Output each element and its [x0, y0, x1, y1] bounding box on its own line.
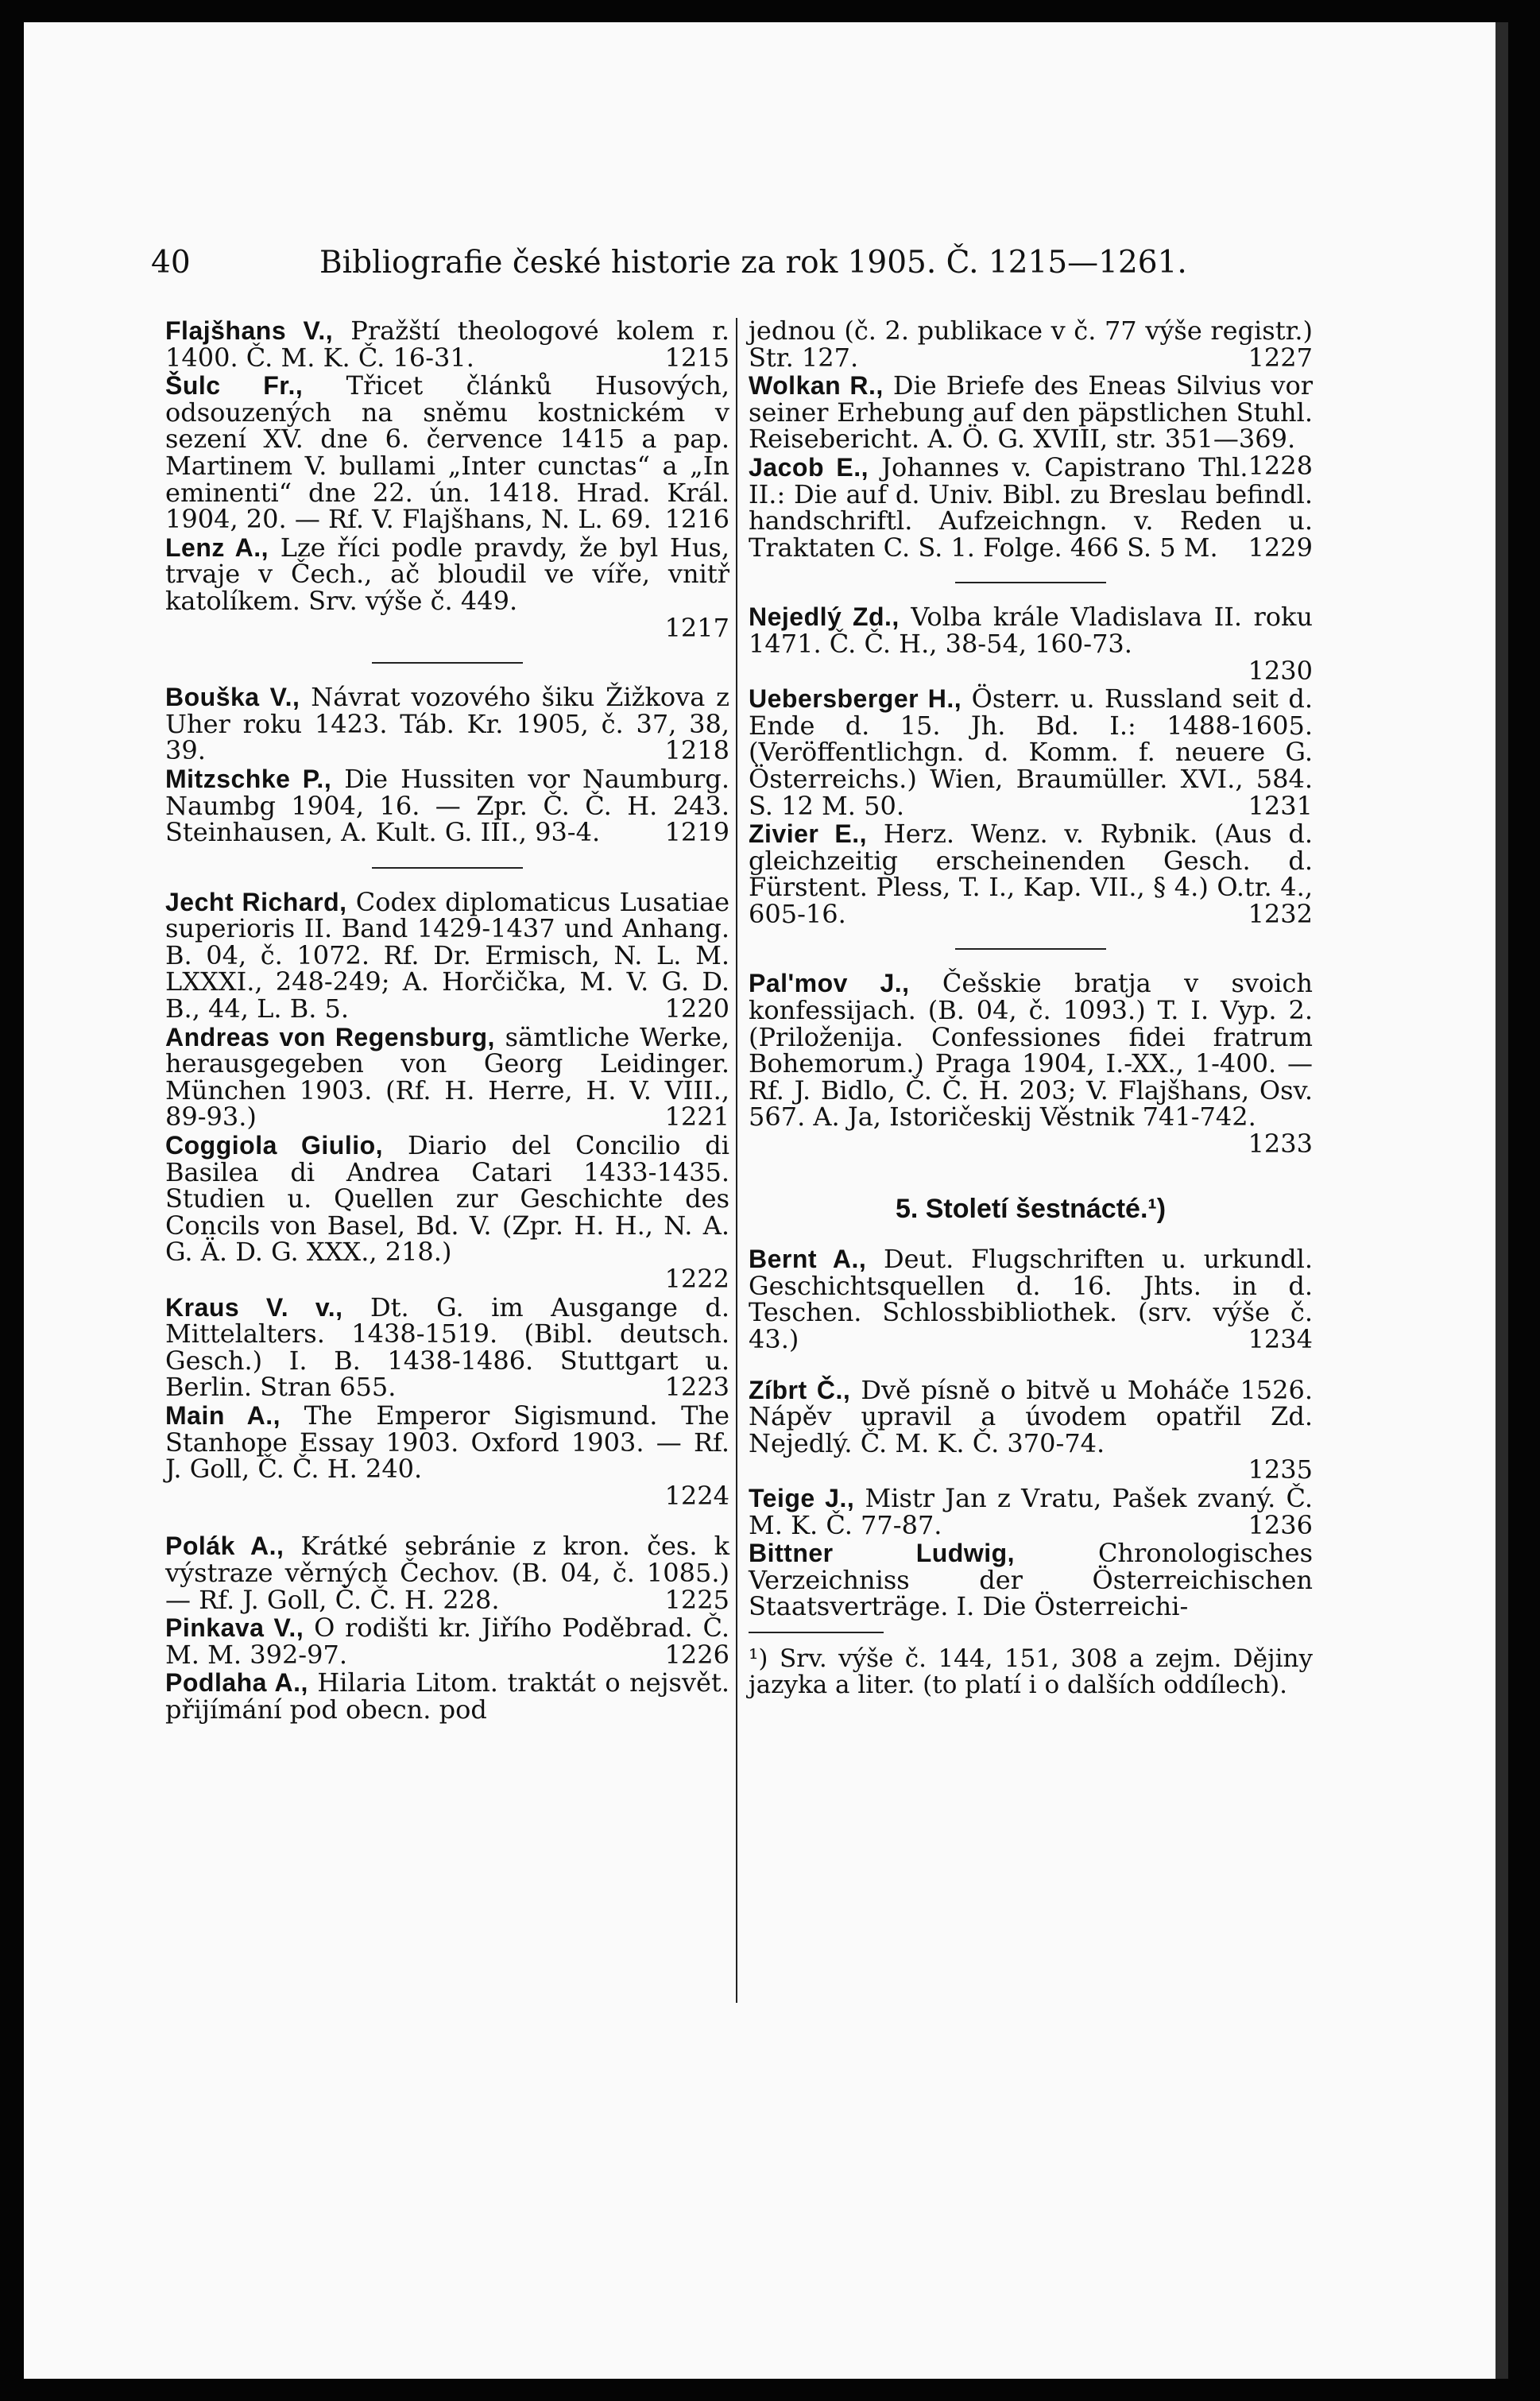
entry-number: 1225	[664, 1584, 729, 1615]
entry-text: sämtliche Werke, herausgegeben von Georg Leidinger. München 1903. (Rf. H. Herre, H. V. VIII., 89-93.)	[165, 1021, 730, 1133]
entry-1232	[749, 821, 1313, 927]
entry-number: 1234	[1248, 1324, 1313, 1354]
entry-number: 1228	[1248, 450, 1313, 481]
entry-author: Zíbrt Č.,	[749, 1375, 851, 1404]
right-column	[749, 318, 1313, 1698]
entry-text: O rodišti kr. Jiřího Poděbrad. Č. M. M. 392-97.	[165, 1613, 730, 1670]
footnote-rule	[749, 1632, 884, 1633]
entry-author: Jacob E.,	[749, 452, 869, 482]
entry-text: Volba krále Vladislava II. roku 1471. Č. Č. H., 38-54, 160-73.	[749, 602, 1314, 659]
entry-1226	[165, 1615, 729, 1668]
section-heading: 5. Století šestnácté.¹)	[895, 1193, 1167, 1224]
entry-number: 1231	[1248, 790, 1313, 821]
entry-author: Lenz A.,	[165, 532, 269, 562]
separator-rule	[955, 948, 1106, 950]
entry-text: Diario del Concilio di Basilea di Andrea Catari 1433-1435. Studien u. Quellen zur Geschichte des Concils von Basel, Bd. V. (Zpr. H. H., N. A. G. Ä. D. G. XXX., 218.)	[165, 1130, 730, 1268]
entry-text: Krátké sebránie z kron. čes. k výstraze věrných Čechov. (B. 04, č. 1085.) — Rf. J. Goll, Č. Č. H. 228.	[165, 1531, 730, 1615]
entry-number: 1232	[1248, 898, 1313, 929]
entry-number: 1227	[1248, 342, 1313, 373]
entry-1223	[165, 1292, 730, 1403]
entry-author: Mitzschke P.,	[165, 764, 332, 793]
entry-text: Die Hussiten vor Naumburg. Naumbg 1904, 16. — Zpr. Č. Č. H. 243. Steinhausen, A. Kult. G. III., 93-4.	[165, 763, 730, 848]
column-divider	[736, 318, 737, 2003]
entry-number: 1223	[664, 1372, 729, 1403]
entry-text: Dvě písně o bitvě u Moháče 1526. Nápěv upravil a úvodem opatřil Zd. Nejedlý. Č. M. K. Č. 370-74.	[749, 1374, 1314, 1458]
entry-1235	[749, 1374, 1314, 1485]
entry-author: Pinkava V.,	[165, 1613, 304, 1643]
entry-text: Chronologisches Verzeichniss der Österreichischen Staatsverträge. I. Die Österreichi-	[749, 1538, 1313, 1622]
entry-text: The Emperor Sigismund. The Stanhope Essay 1903. Oxford 1903. — Rf. J. Goll, Č. Č. H. 240.	[165, 1400, 730, 1485]
entry-text: Johannes v. Capistrano Thl. II.: Die auf d. Univ. Bibl. zu Breslau befindl. handschriftl. Aufzeichngn. v. Reden u. Traktaten C. S. 1. Folge. 466 S. 5 M.	[749, 451, 1313, 563]
entry-author: Polák A.,	[165, 1532, 284, 1561]
entry-1222	[165, 1130, 730, 1294]
entry-text: Dt. G. im Ausgange d. Mittelalters. 1438-1519. (Bibl. deutsch. Gesch.) I. B. 1438-1486. Stuttgart u. Berlin. Stran 655.	[165, 1292, 730, 1403]
entry-author: Šulc Fr.,	[165, 371, 304, 401]
entry-number: 1236	[1248, 1509, 1313, 1540]
entry-1234	[749, 1246, 1313, 1353]
entry-number: 1233	[1248, 1129, 1313, 1160]
entry-text: Třicet článků Husových, odsouzených na sněmu kostnickém v sezení XV. dne 6. července 1415 a pap. Martinem V. bullami „Inter cunctas“ a „In eminenti“ dne 22. ún. 1418. Hrad. Král. 1904, 20. — Rf. V. Flajšhans, N. L. 69.	[165, 370, 729, 535]
separator-rule	[955, 582, 1106, 583]
separator-rule	[372, 867, 523, 869]
entry-author: Wolkan R.,	[749, 371, 884, 401]
entry-author: Bittner Ludwig,	[749, 1539, 1016, 1568]
entry-number: 1222	[664, 1264, 729, 1294]
entry-number: 1215	[664, 342, 729, 373]
entry-author: Podlaha A.,	[165, 1668, 308, 1698]
entry-1224	[165, 1400, 730, 1511]
entry-1227	[749, 318, 1313, 371]
entry-text: Hilaria Litom. traktát o nejsvět. přijímání pod obecn. pod	[165, 1667, 730, 1725]
entry-author: Pal'mov J.,	[749, 969, 910, 998]
entry-1233	[749, 968, 1314, 1160]
entry-text: Pražští theologové kolem r. 1400. Č. M. K. Č. 16-31.	[165, 316, 730, 373]
entry-1230	[749, 604, 1313, 684]
entry-number: 1224	[664, 1480, 729, 1511]
entry-1225	[165, 1533, 729, 1613]
entry-author: Bernt A.,	[749, 1245, 867, 1274]
entry-author: Andreas von Regensburg,	[165, 1022, 495, 1051]
entry-1218	[165, 684, 729, 765]
entry-text: Herz. Wenz. v. Rybnik. (Aus d. gleichzeitig erscheinenden Gesch. d. Fürstent. Pless, T. I., Kap. VII., § 4.) O.tr. 4., 605-16.	[749, 819, 1314, 929]
entry-number: 1226	[664, 1639, 729, 1670]
entry-author: Uebersberger H.,	[749, 684, 962, 714]
entry-author: Teige J.,	[749, 1483, 855, 1512]
entry-author: Zivier E.,	[749, 819, 868, 849]
entry-number: 1230	[1248, 655, 1313, 686]
entry-1217	[165, 532, 730, 643]
entry-text: Deut. Flugschriften u. urkundl. Geschichtsquellen d. 16. Jhts. in d. Teschen. Schlossbibliothek. (srv. výše č. 43.)	[749, 1244, 1313, 1354]
entry-1236	[749, 1482, 1314, 1540]
entry-number: 1216	[664, 504, 729, 535]
entry-number: 1221	[664, 1102, 729, 1133]
entry-number: 1219	[664, 817, 729, 848]
left-column	[165, 318, 729, 1725]
entry-1215	[165, 318, 729, 371]
running-title: Bibliografie české historie za rok 1905. Č. 1215—1261.	[319, 245, 1187, 281]
entry-1220	[165, 886, 730, 1024]
entry-text: Österr. u. Russland seit d. Ende d. 15. Jh. Bd. I.: 1488-1605. (Veröffentlichgn. d. Komm. f. neuere G. Österreichs.) Wien, Braumüller. XVI., 584. S. 12 M. 50.	[749, 684, 1314, 821]
entry-author: Bouška V.,	[165, 683, 300, 712]
entry-text: Lze říci podle pravdy, že byl Hus, trvaje v Čech., ač bloudil ve víře, vnitř katolíkem. Srv. výše č. 449.	[165, 532, 730, 616]
entry-1221	[165, 1021, 730, 1133]
entry-1229	[749, 450, 1313, 563]
entry-text: Die Briefe des Eneas Silvius vor seiner Erhebung auf den päpstlichen Stuhl. Reisebericht. A. Ö. G. XVIII, str. 351—369.	[749, 370, 1314, 455]
footnote: ¹) Srv. výše č. 144, 151, 308 a zejm. Dějiny jazyka a liter. (to platí i o dalších oddílech).	[749, 1644, 1313, 1699]
entry-author: Kraus V. v.,	[165, 1292, 343, 1322]
entry-author: Jecht Richard,	[165, 887, 347, 916]
entry-podlaha	[165, 1667, 730, 1725]
entry-text: Mistr Jan z Vratu, Pašek zvaný. Č. M. K. Č. 77-87.	[749, 1482, 1314, 1540]
entry-author: Main A.,	[165, 1400, 281, 1430]
entry-number: 1235	[1248, 1454, 1313, 1485]
entry-number: 1220	[664, 993, 729, 1024]
entry-text: jednou (č. 2. publikace v č. 77 výše registr.) Str. 127.	[749, 316, 1313, 373]
page-number: 40	[151, 245, 191, 281]
entry-bittner	[749, 1540, 1313, 1621]
entry-author: Flajšhans V.,	[165, 316, 334, 345]
entry-text: Codex diplomaticus Lusatiae superioris II. Band 1429-1437 und Anhang. B. 04, č. 1072. Rf. Dr. Ermisch, N. L. M. LXXXI., 248-249; A. Horčička, M. V. G. D. B., 44, L. B. 5.	[165, 886, 730, 1024]
page-edge	[1496, 22, 1508, 2379]
separator-rule	[372, 662, 523, 664]
entry-author: Nejedlý Zd.,	[749, 602, 900, 632]
entry-number: 1217	[664, 612, 729, 643]
entry-author: Coggiola Giulio,	[165, 1131, 384, 1160]
entry-number: 1218	[664, 735, 729, 766]
entry-1231	[749, 686, 1313, 819]
entry-text: Návrat vozového šiku Žižkova z Uher roku 1423. Táb. Kr. 1905, č. 37, 38, 39.	[165, 682, 730, 766]
entry-1216	[165, 370, 729, 535]
entry-1219	[165, 763, 730, 848]
entry-text: Češskie bratja v svoich konfessijach. (B. 04, č. 1093.) T. I. Vyp. 2. (Priloženija. Confessiones fidei fratrum Bohemorum.) Praga 1904, I.-XX., 1-400. — Rf. J. Bidlo, Č. Č. H. 203; V. Flajšhans, Osv. 567. A. Ja, Istoričeskij Věstnik 741-742.	[749, 968, 1314, 1133]
entry-number: 1229	[1248, 532, 1313, 563]
